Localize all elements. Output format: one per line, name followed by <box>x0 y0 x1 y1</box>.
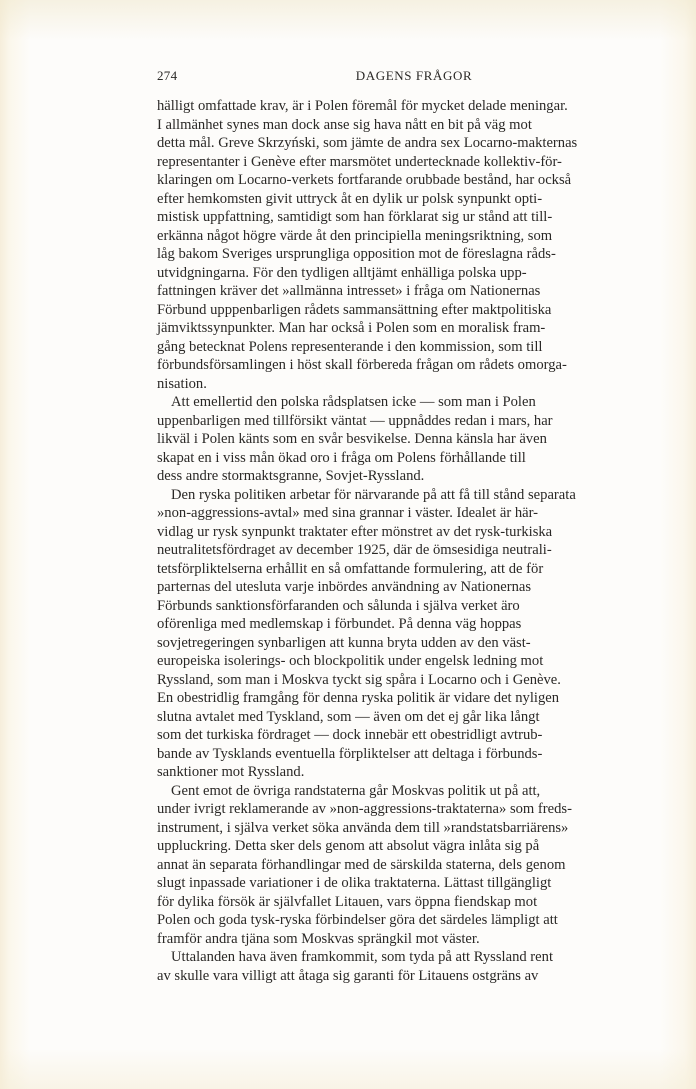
text-line: förbundsförsamlingen i höst skall förbereda frågan om rådets omorga- <box>157 357 567 373</box>
text-line: I allmänhet synes man dock anse sig hava nått en bit på väg mot <box>157 116 532 133</box>
text-line: Den ryska politiken arbetar för närvarande på att få till stånd separata <box>171 486 576 503</box>
text-line: dess andre stormaktsgranne, Sovjet-Ryssland. <box>157 468 425 484</box>
text-line: efter hemkomsten givit uttryck åt en dylik ur polsk synpunkt opti- <box>157 190 543 207</box>
text-line: oförenliga med medlemskap i förbundet. På denna väg hoppas <box>157 616 522 632</box>
text-line: Att emellertid den polska rådsplatsen icke — som man i Polen <box>171 394 536 410</box>
text-line: uppenbarligen med tillförsikt väntat — uppnåddes redan i mars, har <box>157 412 553 429</box>
text-line: slugt inpassade variationer i de olika traktaterna. Lättast tillgängligt <box>157 875 552 891</box>
text-line: utvidgningarna. För den tydligen alltjämt enhälliga polska upp- <box>157 264 527 281</box>
text-line: vidlag ur rysk synpunkt traktater efter mönstret av det rysk-turkiska <box>157 523 553 540</box>
text-line: Förbunds sanktionsförfaranden och sålunda i själva verket äro <box>157 597 520 614</box>
text-line: nisation. <box>157 375 207 392</box>
text-line: Uttalanden hava även framkommit, som tyda på att Ryssland rent <box>171 949 553 965</box>
text-line: Ryssland, som man i Moskva tyckt sig spåra i Locarno och i Genève. <box>157 671 561 688</box>
text-line: tetsförpliktelserna erhållit en så omfattande formulering, att de för <box>157 560 544 577</box>
text-line: jämviktssynpunkter. Man har också i Polen som en moralisk fram- <box>157 320 546 336</box>
page-number: 274 <box>157 68 178 83</box>
running-title: DAGENS FRÅGOR <box>355 68 473 83</box>
text-line: uppluckring. Detta sker dels genom att absolut vägra inlåta sig på <box>157 838 540 854</box>
text-line: Polen och goda tysk-ryska förbindelser göra det särdeles lämpligt att <box>157 912 558 928</box>
text-line: klaringen om Locarno-verkets fortfarande orubbade bestånd, har också <box>157 172 572 188</box>
page-header <box>157 68 671 88</box>
body-text <box>157 97 671 985</box>
text-line: slutna avtalet med Tyskland, som — även om det ej går lika långt <box>157 708 540 725</box>
text-line: likväl i Polen känts som en svår besvikelse. Denna känsla har även <box>157 431 547 447</box>
text-line: »non-aggressions-avtal» med sina grannar i väster. Idealet är här- <box>157 505 539 521</box>
text-line: framför andra tjäna som Moskvas sprängkil mot väster. <box>157 930 480 947</box>
text-line: sovjetregeringen synbarligen att kunna bryta udden av den väst- <box>157 634 531 651</box>
text-line: under ivrigt reklamerande av »non-aggressions-traktaterna» som freds- <box>157 801 572 817</box>
text-line: parternas del utesluta varje inbördes användning av Nationernas <box>157 579 532 595</box>
text-line: detta mål. Greve Skrzyński, som jämte de andra sex Locarno-makternas <box>157 135 578 151</box>
text-line: låg bakom Sveriges ursprungliga opposition mot de föreslagna råds- <box>157 246 556 262</box>
text-line: europeiska isolerings- och blockpolitik under engelsk ledning mot <box>157 653 544 669</box>
text-line: Gent emot de övriga randstaterna går Moskvas politik ut på att, <box>171 782 541 799</box>
text-line: fattningen kräver det »allmänna intresset» i fråga om Nationernas <box>157 283 541 299</box>
text-line: för dylika försök är självfallet Litauen, vars öppna fiendskap mot <box>157 893 538 910</box>
text-line: Förbund upppenbarligen rådets sammansättning efter maktpolitiska <box>157 301 552 318</box>
text-line: neutralitetsfördraget av december 1925, där de ömsesidiga neutrali- <box>157 542 552 558</box>
text-line: mistisk uppfattning, samtidigt som han förklarat sig ur stånd att till- <box>157 209 553 225</box>
text-line: En obestridlig framgång för denna ryska politik är vidare det nyligen <box>157 690 560 706</box>
text-line: skapat en i viss mån ökad oro i fråga om Polens förhållande till <box>157 449 526 466</box>
text-line: representanter i Genève efter marsmötet undertecknade kollektiv-för- <box>157 153 562 170</box>
text-line: annat än separata förhandlingar med de särskilda staterna, dels genom <box>157 856 566 873</box>
text-line: av skulle vara villigt att åtaga sig garanti för Litauens ostgräns av <box>157 967 539 984</box>
text-line: bande av Tysklands eventuella förpliktelser att deltaga i förbunds- <box>157 745 543 762</box>
text-line: hälligt omfattade krav, är i Polen föremål för mycket delade meningar. <box>157 98 568 114</box>
text-line: instrument, i själva verket söka använda dem till »randstatsbarriärens» <box>157 819 569 836</box>
text-line: gång betecknat Polens representerande i den kommission, som till <box>157 338 543 355</box>
text-line: sanktioner mot Ryssland. <box>157 764 305 780</box>
text-line: som det turkiska fördraget — dock innebär ett obestridligt avtrub- <box>157 727 543 743</box>
text-line: erkänna något högre värde åt den principiella meningsriktning, som <box>157 227 553 244</box>
